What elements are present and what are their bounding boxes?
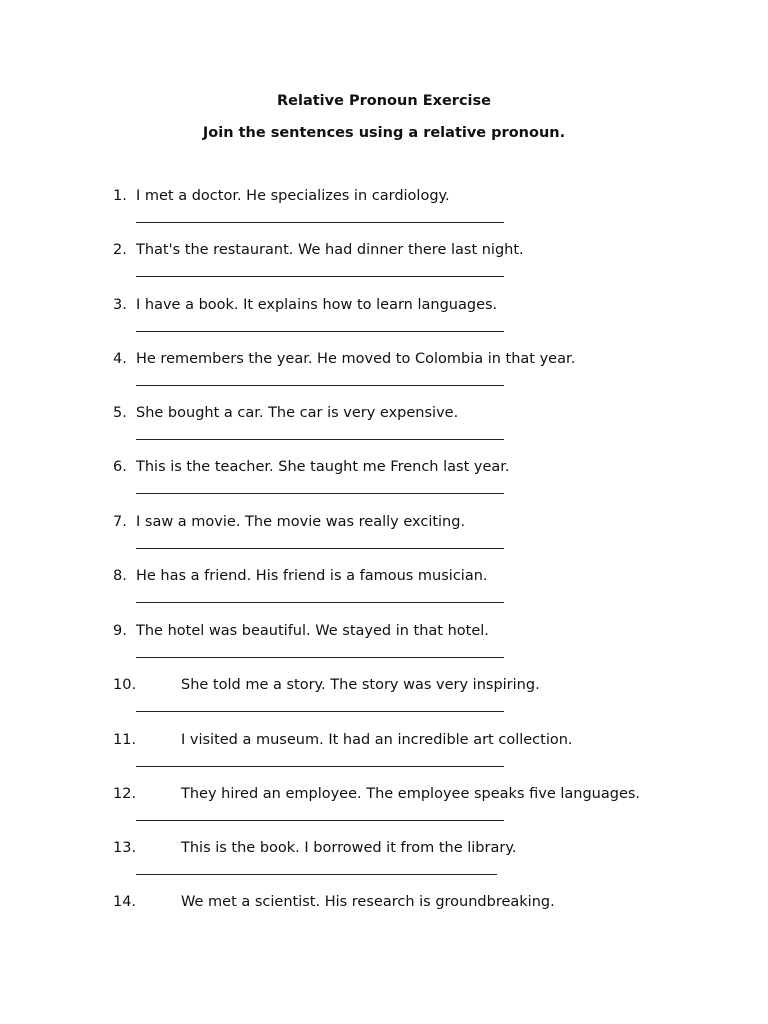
exercise-item-9	[0, 622, 768, 676]
item-number: 7.	[113, 514, 127, 530]
answer-line	[136, 657, 504, 658]
item-number: 11.	[113, 732, 137, 748]
exercise-item-3	[0, 296, 768, 350]
answer-line	[136, 385, 504, 386]
answer-line	[136, 602, 504, 603]
item-number: 8.	[113, 568, 127, 584]
answer-line	[136, 711, 504, 712]
item-number: 12.	[113, 786, 137, 802]
exercise-item-4	[0, 350, 768, 404]
item-number: 6.	[113, 459, 127, 475]
item-sentence: She bought a car. The car is very expensive.	[136, 405, 459, 421]
answer-line	[136, 548, 504, 549]
item-number: 3.	[113, 297, 127, 313]
item-number: 10.	[113, 677, 137, 693]
answer-line	[136, 222, 504, 223]
exercise-item-1	[0, 187, 768, 241]
answer-line	[136, 874, 497, 875]
exercise-item-8	[0, 567, 768, 621]
exercise-item-13	[0, 839, 768, 893]
item-sentence: I visited a museum. It had an incredible art collection.	[181, 732, 573, 748]
worksheet-instruction: Join the sentences using a relative pronoun.	[202, 125, 566, 141]
answer-line	[136, 493, 504, 494]
item-sentence: I met a doctor. He specializes in cardiology.	[136, 188, 450, 204]
item-sentence: The hotel was beautiful. We stayed in that hotel.	[136, 623, 489, 639]
exercise-item-14	[0, 893, 768, 947]
exercise-item-5	[0, 404, 768, 458]
worksheet-title: Relative Pronoun Exercise	[277, 93, 491, 109]
answer-line	[136, 331, 504, 332]
item-sentence: They hired an employee. The employee speaks five languages.	[181, 786, 641, 802]
item-number: 13.	[113, 840, 137, 856]
item-sentence: This is the teacher. She taught me French last year.	[136, 459, 510, 475]
exercise-item-12	[0, 785, 768, 839]
exercise-item-6	[0, 458, 768, 512]
item-sentence: That's the restaurant. We had dinner there last night.	[136, 242, 524, 258]
item-sentence: This is the book. I borrowed it from the library.	[181, 840, 517, 856]
exercise-item-7	[0, 513, 768, 567]
item-number: 5.	[113, 405, 127, 421]
item-number: 4.	[113, 351, 127, 367]
item-sentence: He has a friend. His friend is a famous musician.	[136, 568, 488, 584]
item-sentence: He remembers the year. He moved to Colombia in that year.	[136, 351, 576, 367]
item-sentence: I have a book. It explains how to learn languages.	[136, 297, 498, 313]
item-number: 1.	[113, 188, 127, 204]
answer-line	[136, 439, 504, 440]
answer-line	[136, 820, 504, 821]
item-number: 9.	[113, 623, 127, 639]
answer-line	[136, 276, 504, 277]
item-sentence: She told me a story. The story was very inspiring.	[181, 677, 540, 693]
exercise-item-11	[0, 731, 768, 785]
exercise-item-2	[0, 241, 768, 295]
item-number: 14.	[113, 894, 137, 910]
exercise-item-10	[0, 676, 768, 730]
item-number: 2.	[113, 242, 127, 258]
item-sentence: I saw a movie. The movie was really exciting.	[136, 514, 466, 530]
answer-line	[136, 766, 504, 767]
item-sentence: We met a scientist. His research is groundbreaking.	[181, 894, 555, 910]
